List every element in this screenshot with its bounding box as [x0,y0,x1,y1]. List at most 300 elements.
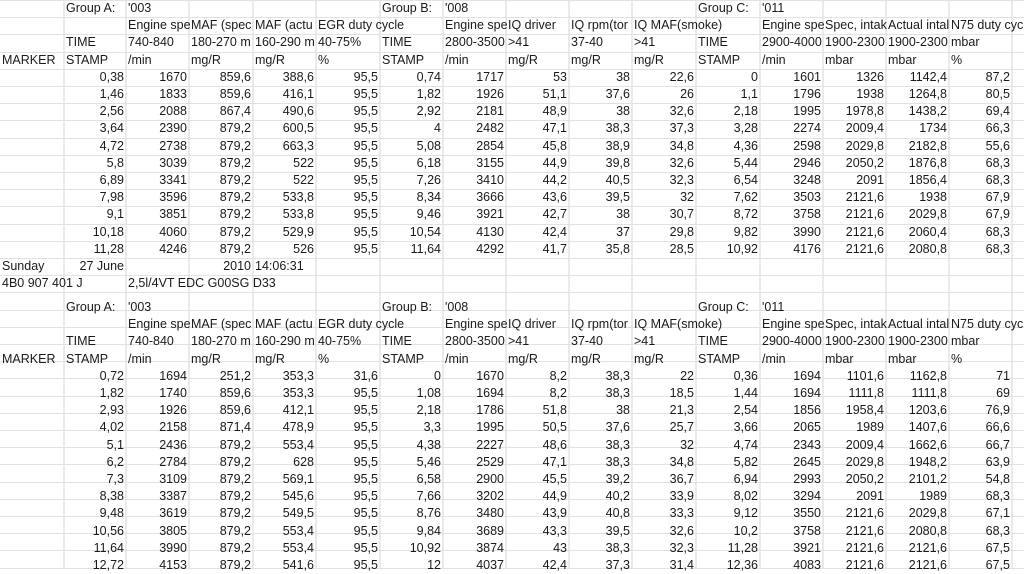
block2-header-row4-cell[interactable]: STAMP [698,351,741,366]
block1-header-row4-cell[interactable]: mg/R [191,52,221,67]
block1-data-cell[interactable]: 2080,8 [908,241,947,256]
block2-data-cell[interactable]: 43,3 [542,523,567,538]
block2-data-cell[interactable]: 12,36 [726,558,758,572]
block1-data-cell[interactable]: 38 [616,69,630,84]
block2-data-cell[interactable]: 3758 [793,523,821,538]
block2-data-cell[interactable]: 32 [680,437,694,452]
block2-data-cell[interactable]: 40,8 [605,506,630,521]
block2-header-row1-cell[interactable] [569,299,632,316]
block2-header-row3-cell[interactable]: 160-290 m [255,334,315,349]
block2-data-cell[interactable]: 67,5 [985,558,1010,572]
block1-data-cell[interactable]: 28,5 [669,241,694,256]
block1-data-cell[interactable]: 4,36 [733,138,758,153]
block1-data-cell[interactable]: 5,44 [733,155,758,170]
block2-header-row3-cell[interactable]: 1900-2300 [825,334,885,349]
block1-data-cell[interactable]: 1926 [476,87,504,101]
block2-data-cell[interactable]: 2065 [793,420,821,435]
block2-header-row4-cell[interactable]: mbar [825,351,854,366]
block1-data-cell[interactable]: 66,3 [985,121,1010,136]
block2-data-cell[interactable]: 8,2 [549,386,567,400]
block1-data-cell[interactable]: 5,08 [416,138,441,153]
block2-data-cell[interactable]: 37,3 [605,558,630,572]
block2-data-cell[interactable]: 37,6 [605,420,630,435]
block2-data-cell[interactable]: 38,3 [605,454,630,469]
block2-data-cell[interactable]: 2900 [476,472,504,486]
block1-data-cell[interactable]: 3,64 [99,121,124,136]
block2-data-cell[interactable]: 45,5 [542,472,567,486]
block2-data-cell[interactable]: 3387 [159,489,187,504]
block1-data-cell[interactable]: 2121,6 [845,190,884,205]
block2-data-cell[interactable]: 50,5 [542,420,567,435]
block2-header-row4-cell[interactable]: STAMP [66,351,109,366]
block2-header-row2-cell[interactable]: MAF (actu [255,317,313,332]
block1-data-cell[interactable]: 43,6 [542,190,567,205]
block1-data-cell[interactable]: 95,5 [353,173,378,187]
block2-header-row3-cell[interactable]: >41 [508,334,530,349]
block2-header-row3-cell[interactable]: mbar [951,334,980,349]
block2-data-cell[interactable]: 0 [434,368,441,383]
block1-data-cell[interactable]: 4 [434,121,441,136]
block1-data-cell[interactable]: 490,6 [282,104,314,119]
block1-data-cell[interactable]: 38,3 [605,121,630,136]
block2-header-row2-cell[interactable]: EGR duty cycle [318,317,405,332]
block1-header-row4-cell[interactable]: /min [128,52,152,67]
block1-data-cell[interactable]: 37,6 [605,87,630,101]
block1-data-cell[interactable]: 3921 [476,207,504,222]
block2-data-cell[interactable]: 2121,6 [845,506,884,521]
block1-data-cell[interactable]: 95,5 [353,104,378,119]
block1-data-cell[interactable]: 2274 [793,121,821,136]
block2-data-cell[interactable]: 95,5 [353,472,378,486]
block1-header-row1-cell[interactable]: '003 [128,1,152,15]
block1-data-cell[interactable]: 1142,4 [909,69,947,84]
block1-data-cell[interactable]: 1995 [793,104,821,119]
block1-data-cell[interactable]: 859,6 [219,69,251,84]
block2-data-cell[interactable]: 71 [996,368,1010,383]
block1-header-row2-cell[interactable]: N75 duty cyc [951,18,1024,33]
block1-header-row3-cell[interactable]: TIME [66,35,96,50]
block2-data-cell[interactable]: 879,2 [219,437,251,452]
block1-data-cell[interactable]: 0,38 [99,69,124,84]
block1-header-row3-cell[interactable]: 2800-3500 [445,35,505,50]
block2-data-cell[interactable]: 4037 [476,558,504,572]
block2-data-cell[interactable]: 2050,2 [845,472,884,486]
block2-data-cell[interactable]: 6,94 [733,472,758,486]
block2-data-cell[interactable]: 859,6 [219,386,251,400]
block2-data-cell[interactable]: 3689 [476,523,504,538]
block1-data-cell[interactable]: 2029,8 [908,207,947,222]
block1-data-cell[interactable]: 95,5 [353,224,378,239]
block1-header-row2-cell[interactable] [696,17,760,34]
block2-data-cell[interactable]: 412,1 [282,403,314,418]
block2-header-row4-cell[interactable]: mbar [888,351,917,366]
block1-data-cell[interactable]: 879,2 [219,241,251,256]
block1-data-cell[interactable]: 69,4 [985,104,1010,119]
block1-header-row2-cell[interactable] [64,17,126,34]
block1-data-cell[interactable]: 8,72 [733,207,758,222]
block2-header-row1-cell[interactable] [949,299,1012,316]
block1-header-row1-cell[interactable] [569,0,632,17]
block2-header-row2-cell[interactable]: Actual intal [888,317,950,332]
block1-data-cell[interactable]: 38 [616,207,630,222]
block1-data-cell[interactable]: 2121,6 [845,241,884,256]
block1-data-cell[interactable]: 48,9 [542,104,567,119]
block1-header-row3-cell[interactable]: >41 [634,35,656,50]
block1-data-cell[interactable]: 42,4 [542,224,567,239]
block1-data-cell[interactable]: 45,8 [542,138,567,153]
block2-header-row3-cell[interactable]: >41 [634,334,656,349]
block1-data-cell[interactable]: 67,9 [985,190,1010,205]
block2-header-row3-cell[interactable]: TIME [382,334,412,349]
block2-data-cell[interactable]: 9,12 [733,506,758,521]
block2-header-row4-cell[interactable]: /min [762,351,786,366]
block1-data-cell[interactable]: 2088 [159,104,187,119]
block1-data-cell[interactable]: 6,54 [733,173,758,187]
block1-header-row3-cell[interactable]: 740-840 [128,35,174,50]
block1-data-cell[interactable]: 1717 [476,69,504,84]
block2-header-row3-cell[interactable]: 2900-4000 [762,334,822,349]
block2-header-row3-cell[interactable]: 1900-2300 [888,334,948,349]
block2-data-cell[interactable]: 251,2 [219,368,251,383]
block1-data-cell[interactable]: 7,98 [99,190,124,205]
block1-data-cell[interactable]: 2091 [856,173,884,187]
block2-data-cell[interactable]: 628 [293,454,314,469]
block1-data-cell[interactable]: 1,46 [99,87,124,101]
block2-header-row3-cell[interactable]: 2800-3500 [445,334,505,349]
block1-header-row2-cell[interactable]: Engine spe [128,18,191,33]
block1-data-cell[interactable]: 3,28 [733,121,758,136]
block2-data-cell[interactable]: 1958,4 [845,403,884,418]
block1-data-cell[interactable]: 38 [616,104,630,119]
block2-data-cell[interactable]: 2091 [856,489,884,504]
block2-data-cell[interactable]: 51,8 [542,403,567,418]
block2-data-cell[interactable]: 549,5 [282,506,314,521]
block1-header-row3-cell[interactable]: mbar [951,35,980,50]
block2-data-cell[interactable]: 44,9 [542,489,567,504]
block1-data-cell[interactable]: 32,6 [669,155,694,170]
block2-data-cell[interactable]: 40,2 [605,489,630,504]
block1-data-cell[interactable]: 8,34 [416,190,441,205]
block1-header-row2-cell[interactable]: IQ MAF(smoke) [634,18,723,33]
block1-data-cell[interactable]: 526 [293,241,314,256]
block2-data-cell[interactable]: 3874 [476,540,504,555]
block2-data-cell[interactable]: 2121,6 [908,540,947,555]
block1-data-cell[interactable]: 879,2 [219,155,251,170]
block2-data-cell[interactable]: 879,2 [219,506,251,521]
block1-data-cell[interactable]: 2,56 [99,104,124,119]
block2-data-cell[interactable]: 25,7 [669,420,694,435]
block1-data-cell[interactable]: 37 [616,224,630,239]
block2-data-cell[interactable]: 1694 [476,386,504,400]
block1-header-row4-cell[interactable]: STAMP [698,52,741,67]
block2-data-cell[interactable]: 879,2 [219,540,251,555]
block2-data-cell[interactable]: 9,84 [416,523,441,538]
block2-data-cell[interactable]: 2,93 [99,403,124,418]
block2-data-cell[interactable]: 553,4 [282,437,314,452]
block2-data-cell[interactable]: 76,9 [985,403,1010,418]
block2-header-row1-cell[interactable] [823,299,886,316]
block1-data-cell[interactable]: 2060,4 [908,224,947,239]
block1-data-cell[interactable]: 10,18 [92,224,124,239]
block1-marker-label[interactable]: MARKER [2,52,56,67]
block2-data-cell[interactable]: 95,5 [353,437,378,452]
block2-data-cell[interactable]: 5,1 [106,437,124,452]
block2-data-cell[interactable]: 2,54 [733,403,758,418]
block1-data-cell[interactable]: 3410 [476,173,504,187]
block2-header-row4-cell[interactable]: mg/R [634,351,664,366]
block1-data-cell[interactable]: 0,74 [416,69,441,84]
block1-data-cell[interactable]: 1978,8 [845,104,884,119]
block2-data-cell[interactable]: 541,6 [282,558,314,572]
block2-data-cell[interactable]: 8,02 [733,489,758,504]
block2-data-cell[interactable]: 1989 [919,489,947,504]
block1-data-cell[interactable]: 7,26 [416,173,441,187]
block1-header-row1-cell[interactable]: '008 [445,1,469,15]
block1-header-row1-cell[interactable] [506,0,569,17]
block2-data-cell[interactable]: 1162,8 [909,368,947,383]
block1-header-row1-cell[interactable] [886,0,949,17]
block1-header-row1-cell[interactable]: Group A: [66,1,116,15]
block2-data-cell[interactable]: 8,2 [549,368,567,383]
block2-data-cell[interactable]: 7,66 [416,489,441,504]
block2-data-cell[interactable]: 2121,6 [845,558,884,572]
block2-data-cell[interactable]: 3,66 [733,420,758,435]
block1-data-cell[interactable]: 416,1 [282,87,314,101]
block2-data-cell[interactable]: 1694 [159,368,187,383]
block2-data-cell[interactable]: 4,38 [416,437,441,452]
engine-code-cell[interactable]: 2,5l/4VT EDC G00SG D33 [128,276,276,291]
block1-data-cell[interactable]: 2050,2 [845,155,884,170]
block2-data-cell[interactable]: 3921 [793,540,821,555]
block1-data-cell[interactable]: 1796 [793,87,821,101]
block2-header-row4-cell[interactable]: STAMP [382,351,425,366]
block2-data-cell[interactable]: 31,4 [669,558,694,572]
block1-data-cell[interactable]: 95,5 [353,155,378,170]
block1-data-cell[interactable]: 3503 [793,190,821,205]
block1-data-cell[interactable]: 11,28 [93,241,124,256]
block2-header-row2-cell[interactable] [696,316,760,333]
block2-data-cell[interactable]: 8,38 [99,489,124,504]
block1-data-cell[interactable]: 867,4 [219,104,251,119]
block1-data-cell[interactable]: 859,6 [219,87,251,101]
block2-header-row1-cell[interactable]: '011 [762,300,785,314]
block1-data-cell[interactable]: 879,2 [219,173,251,187]
block2-data-cell[interactable]: 1989 [856,420,884,435]
block1-data-cell[interactable]: 3851 [159,207,187,222]
block2-data-cell[interactable]: 11,28 [727,540,758,555]
block2-header-row2-cell[interactable] [380,316,443,333]
block1-data-cell[interactable]: 95,5 [353,121,378,136]
block2-data-cell[interactable]: 68,3 [985,489,1010,504]
block2-data-cell[interactable]: 2436 [159,437,187,452]
block1-data-cell[interactable]: 95,5 [353,87,378,101]
block1-data-cell[interactable]: 44,2 [542,173,567,187]
block2-header-row3-cell[interactable]: 37-40 [571,334,603,349]
block2-header-row2-cell[interactable]: Engine spe [445,317,508,332]
block1-data-cell[interactable]: 11,64 [410,241,441,256]
block2-data-cell[interactable]: 95,5 [353,506,378,521]
block2-data-cell[interactable]: 95,5 [353,540,378,555]
block2-header-row4-cell[interactable]: /min [445,351,469,366]
block1-data-cell[interactable]: 47,1 [542,121,567,136]
block1-header-row4-cell[interactable]: mbar [888,52,917,67]
block1-data-cell[interactable]: 3155 [476,155,504,170]
block1-data-cell[interactable]: 879,2 [219,190,251,205]
block2-data-cell[interactable]: 1101,6 [846,368,884,383]
block1-data-cell[interactable]: 2854 [476,138,504,153]
block1-data-cell[interactable]: 3248 [793,173,821,187]
block2-data-cell[interactable]: 32,6 [669,523,694,538]
block2-header-row2-cell[interactable]: N75 duty cyc [951,317,1024,332]
block1-data-cell[interactable]: 9,82 [733,224,758,239]
block2-data-cell[interactable]: 6,2 [106,454,124,469]
block2-data-cell[interactable]: 879,2 [219,454,251,469]
block1-data-cell[interactable]: 3039 [159,155,187,170]
block1-data-cell[interactable]: 41,7 [542,241,567,256]
block1-data-cell[interactable]: 1264,8 [908,87,947,101]
block1-data-cell[interactable]: 4,72 [99,138,124,153]
block1-header-row3-cell[interactable]: 37-40 [571,35,603,50]
block1-data-cell[interactable]: 1670 [159,69,187,84]
block2-data-cell[interactable]: 1856 [793,403,821,418]
block2-data-cell[interactable]: 39,5 [605,523,630,538]
block2-data-cell[interactable]: 1948,2 [908,454,947,469]
block1-data-cell[interactable]: 879,2 [219,207,251,222]
block2-data-cell[interactable]: 3480 [476,506,504,521]
date-date-cell[interactable]: 27 June [79,259,124,273]
block2-data-cell[interactable]: 2343 [793,437,821,452]
block1-header-row1-cell[interactable] [316,0,380,17]
block1-data-cell[interactable]: 879,2 [219,224,251,239]
block1-data-cell[interactable]: 42,7 [542,207,567,222]
block1-data-cell[interactable]: 2482 [476,121,504,136]
block2-data-cell[interactable]: 39,2 [605,472,630,486]
block2-data-cell[interactable]: 10,56 [92,523,124,538]
block1-data-cell[interactable]: 5,8 [106,155,124,170]
block2-header-row1-cell[interactable]: '003 [128,300,152,314]
block1-header-row1-cell[interactable]: Group C: [698,1,749,15]
block2-header-row1-cell[interactable] [632,299,696,316]
block2-data-cell[interactable]: 3805 [159,523,187,538]
block1-header-row3-cell[interactable]: 180-270 m [191,35,251,50]
block1-data-cell[interactable]: 40,5 [605,173,630,187]
block2-header-row1-cell[interactable] [886,299,949,316]
block2-data-cell[interactable]: 4,74 [733,437,758,452]
block2-data-cell[interactable]: 545,6 [282,489,314,504]
block2-data-cell[interactable]: 1694 [793,386,821,400]
block2-data-cell[interactable]: 2227 [476,437,504,452]
block2-header-row1-cell[interactable]: Group A: [66,300,116,314]
block1-header-row2-cell[interactable]: Spec, intak [825,18,887,33]
block1-header-row3-cell[interactable]: 1900-2300 [888,35,948,50]
block1-data-cell[interactable]: 1,82 [416,87,441,101]
block1-data-cell[interactable]: 9,1 [106,207,124,222]
block1-data-cell[interactable]: 2738 [159,138,187,153]
block2-data-cell[interactable]: 38,3 [605,368,630,383]
block1-header-row1-cell[interactable] [189,0,253,17]
block2-header-row4-cell[interactable]: mg/R [191,351,221,366]
block1-data-cell[interactable]: 2,92 [416,104,441,119]
block2-data-cell[interactable]: 66,7 [985,437,1010,452]
block2-data-cell[interactable]: 1111,8 [848,386,884,400]
block2-header-row1-cell[interactable]: '008 [445,300,469,314]
block1-header-row2-cell[interactable]: IQ rpm(tor [571,18,628,33]
block2-data-cell[interactable]: 1694 [793,368,821,383]
block1-header-row4-cell[interactable]: % [951,52,963,67]
block2-data-cell[interactable]: 2009,4 [845,437,884,452]
block2-data-cell[interactable]: 12 [427,558,441,572]
block1-header-row4-cell[interactable]: mg/R [571,52,601,67]
block1-data-cell[interactable]: 38,9 [605,138,630,153]
block2-header-row4-cell[interactable]: % [318,351,330,366]
block2-header-row4-cell[interactable]: mg/R [255,351,285,366]
block1-header-row3-cell[interactable]: TIME [698,35,728,50]
block1-data-cell[interactable]: 522 [293,173,314,187]
block1-header-row4-cell[interactable]: mg/R [508,52,538,67]
block1-header-row3-cell[interactable]: 1900-2300 [825,35,885,50]
block1-data-cell[interactable]: 51,1 [542,87,567,101]
block2-data-cell[interactable]: 95,5 [353,420,378,435]
block1-header-row4-cell[interactable]: mg/R [255,52,285,67]
part-number-cell[interactable]: 4B0 907 401 J [2,276,83,291]
block2-header-row3-cell[interactable]: 180-270 m [191,334,251,349]
block1-data-cell[interactable]: 2029,8 [845,138,884,153]
block2-data-cell[interactable]: 95,5 [353,454,378,469]
block2-data-cell[interactable]: 10,2 [733,523,758,538]
block1-header-row4-cell[interactable]: % [318,52,330,67]
block2-header-row2-cell[interactable]: MAF (spec [191,317,252,332]
block1-data-cell[interactable]: 68,3 [985,224,1010,239]
block2-data-cell[interactable]: 879,2 [219,489,251,504]
block1-data-cell[interactable]: 95,5 [353,138,378,153]
block2-data-cell[interactable]: 5,46 [416,454,441,469]
block2-data-cell[interactable]: 1786 [476,403,504,418]
block1-data-cell[interactable]: 1734 [919,121,947,136]
block2-data-cell[interactable]: 0,72 [99,368,124,383]
block1-header-row2-cell[interactable]: MAF (spec [191,18,252,33]
block2-data-cell[interactable]: 47,1 [542,454,567,469]
block1-data-cell[interactable]: 2946 [793,155,821,170]
block1-header-row4-cell[interactable]: /min [445,52,469,67]
block1-data-cell[interactable]: 3596 [159,190,187,205]
block1-data-cell[interactable]: 95,5 [353,207,378,222]
block1-data-cell[interactable]: 22,6 [669,69,694,84]
block1-data-cell[interactable]: 32,6 [669,104,694,119]
block2-data-cell[interactable]: 36,7 [669,472,694,486]
block2-data-cell[interactable]: 10,92 [409,540,441,555]
block1-data-cell[interactable]: 3666 [476,190,504,205]
block1-data-cell[interactable]: 2121,6 [845,207,884,222]
block1-data-cell[interactable]: 95,5 [353,190,378,205]
block1-data-cell[interactable]: 1833 [159,87,187,101]
block2-data-cell[interactable]: 66,6 [985,420,1010,435]
block2-data-cell[interactable]: 63,9 [985,454,1010,469]
block2-header-row2-cell[interactable] [64,316,126,333]
block2-header-row4-cell[interactable]: /min [128,351,152,366]
block1-data-cell[interactable]: 4060 [159,224,187,239]
block2-data-cell[interactable]: 2101,2 [908,472,947,486]
block2-data-cell[interactable]: 95,5 [353,386,378,400]
block2-header-row4-cell[interactable]: % [951,351,963,366]
block1-header-row2-cell[interactable]: IQ driver [508,18,556,33]
block1-header-row3-cell[interactable]: 160-290 m [255,35,315,50]
block2-data-cell[interactable]: 1662,6 [908,437,947,452]
block1-data-cell[interactable]: 6,18 [416,155,441,170]
block2-data-cell[interactable]: 3294 [793,489,821,504]
block2-header-row1-cell[interactable] [506,299,569,316]
block1-data-cell[interactable]: 80,5 [985,87,1010,101]
block1-header-row4-cell[interactable]: STAMP [66,52,109,67]
